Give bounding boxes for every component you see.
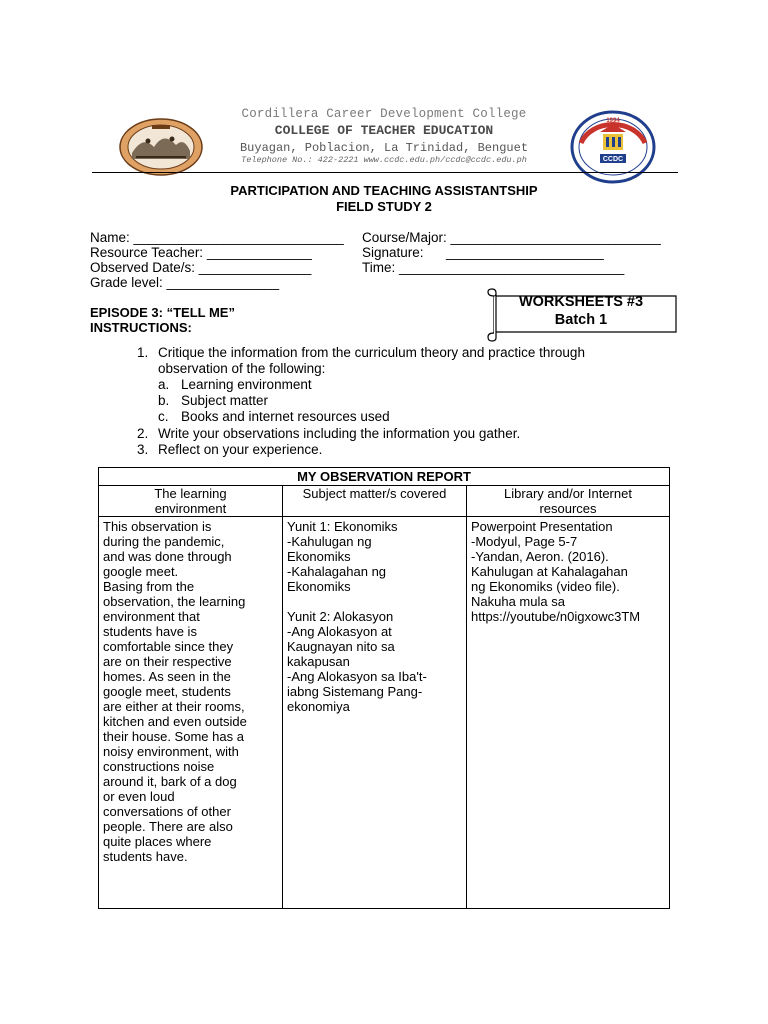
- column-header-resources: [467, 486, 670, 517]
- instructions-heading: INSTRUCTIONS:: [90, 320, 192, 335]
- cell-text-line: kakapusan: [287, 654, 350, 669]
- sub-item-a-letter: a.: [158, 377, 170, 392]
- cell-text-line: iabng Sistemang Pang-: [287, 684, 423, 699]
- sub-item-c-letter: c.: [158, 409, 169, 424]
- column-header-learning-environment: [99, 486, 283, 517]
- cell-text-line: during the pandemic,: [103, 534, 225, 549]
- signature-field: Signature: _____________________: [362, 245, 604, 260]
- cell-text-line: Ekonomiks: [287, 579, 351, 594]
- cell-text-line: google meet.: [103, 564, 179, 579]
- cell-text-line: Kahulugan at Kahalagahan: [471, 564, 628, 579]
- episode-heading: EPISODE 3: “TELL ME”: [90, 305, 235, 320]
- cell-text-line: This observation is: [103, 519, 212, 534]
- column-header-text: resources: [539, 501, 597, 516]
- cell-text-line: or even loud: [103, 789, 175, 804]
- document-title: PARTICIPATION AND TEACHING ASSISTANTSHIP: [230, 183, 538, 198]
- cell-text-line: homes. As seen in the: [103, 669, 231, 684]
- table-caption: MY OBSERVATION REPORT: [99, 468, 670, 486]
- cell-text-line: students have is: [103, 624, 197, 639]
- cell-text-line: https://youtube/n0igxowc3TM: [471, 609, 641, 624]
- cell-text-line: Ekonomiks: [287, 549, 351, 564]
- time-field: Time: ______________________________: [362, 260, 625, 275]
- column-header-text: environment: [154, 501, 227, 516]
- instruction-3-number: 3.: [137, 442, 149, 457]
- instruction-1-text-cont: observation of the following:: [158, 361, 326, 376]
- cell-text-line: observation, the learning: [103, 594, 246, 609]
- cell-text-line: constructions noise: [103, 759, 215, 774]
- college-address: Buyagan, Poblacion, La Trinidad, Benguet: [239, 141, 529, 155]
- right-logo-year: 1994: [606, 118, 620, 124]
- college-contact: Telephone No.: 422-2221 www.ccdc.edu.ph/ccdc@ccdc.edu.ph: [241, 155, 527, 165]
- cell-text-line: and was done through: [103, 549, 232, 564]
- cell-text-line: -Ang Alokasyon sa Iba't-: [287, 669, 427, 684]
- learning-environment-cell: [99, 517, 283, 909]
- cell-text-line: conversations of other: [103, 804, 231, 819]
- cell-text-line: Yunit 2: Alokasyon: [287, 609, 394, 624]
- cell-text-line: people. There are also: [103, 819, 233, 834]
- column-header-subject-matter: Subject matter/s covered: [283, 486, 467, 517]
- sub-item-a: Learning environment: [181, 377, 312, 392]
- cell-text-line: students have.: [103, 849, 188, 864]
- cell-text-line: Nakuha mula sa: [471, 594, 565, 609]
- instruction-2-number: 2.: [137, 426, 149, 441]
- cell-text-line: quite places where: [103, 834, 212, 849]
- batch-number: Batch 1: [554, 312, 608, 328]
- resources-cell: [467, 517, 670, 909]
- cell-text-line: comfortable since they: [103, 639, 234, 654]
- cell-text-line: ng Ekonomiks (video file).: [471, 579, 620, 594]
- column-header-text: Library and/or Internet: [504, 486, 632, 501]
- worksheet-number: WORKSHEETS #3: [518, 294, 644, 310]
- right-logo-text: CCDC: [602, 156, 624, 163]
- cell-text-line: are either at their rooms,: [103, 699, 245, 714]
- cell-text-line: google meet, students: [103, 684, 231, 699]
- cell-text-line: around it, bark of a dog: [103, 774, 237, 789]
- sub-item-b-letter: b.: [158, 393, 170, 408]
- subject-matter-cell: [283, 517, 467, 909]
- cell-text-line: -Ang Alokasyon at: [287, 624, 392, 639]
- department-name: COLLEGE OF TEACHER EDUCATION: [274, 123, 494, 138]
- resource-teacher-field: Resource Teacher: ______________: [90, 245, 312, 260]
- cell-text-line: -Kahalagahan ng: [287, 564, 387, 579]
- cell-text-line: -Yandan, Aeron. (2016).: [471, 549, 609, 564]
- cell-text-line: environment that: [103, 609, 200, 624]
- college-name: Cordillera Career Development College: [241, 107, 527, 121]
- instruction-3-text: Reflect on your experience.: [158, 442, 323, 457]
- cell-text-line: their house. Some has a: [103, 729, 244, 744]
- cell-text-line: -Modyul, Page 5-7: [471, 534, 578, 549]
- instruction-1-number: 1.: [137, 345, 149, 360]
- cell-text-line: are on their respective: [103, 654, 232, 669]
- cell-text-line: noisy environment, with: [103, 744, 239, 759]
- course-field: Course/Major: ____________________________: [362, 230, 661, 245]
- instruction-2-text: Write your observations including the information you gather.: [158, 426, 521, 441]
- cell-text-line: -Kahulugan ng: [287, 534, 372, 549]
- cell-text-line: Powerpoint Presentation: [471, 519, 613, 534]
- observed-date-field: Observed Date/s: _______________: [90, 260, 312, 275]
- column-header-text: The learning: [154, 486, 227, 501]
- cell-text-line: kitchen and even outside: [103, 714, 247, 729]
- cell-text-line: Yunit 1: Ekonomiks: [287, 519, 398, 534]
- header-divider: [92, 172, 678, 173]
- cell-text-line: ekonomiya: [287, 699, 350, 714]
- instruction-1-text: Critique the information from the curriculum theory and practice through: [158, 345, 585, 360]
- observation-report-table: [98, 467, 670, 909]
- name-field: Name: ____________________________: [90, 230, 344, 245]
- sub-item-b: Subject matter: [181, 393, 269, 408]
- document-subtitle: FIELD STUDY 2: [336, 199, 432, 214]
- grade-level-field: Grade level: _______________: [90, 275, 280, 290]
- cell-text-line: Basing from the: [103, 579, 195, 594]
- cell-text-line: Kaugnayan nito sa: [287, 639, 395, 654]
- sub-item-c: Books and internet resources used: [181, 409, 390, 424]
- cell-text-line: [287, 594, 462, 609]
